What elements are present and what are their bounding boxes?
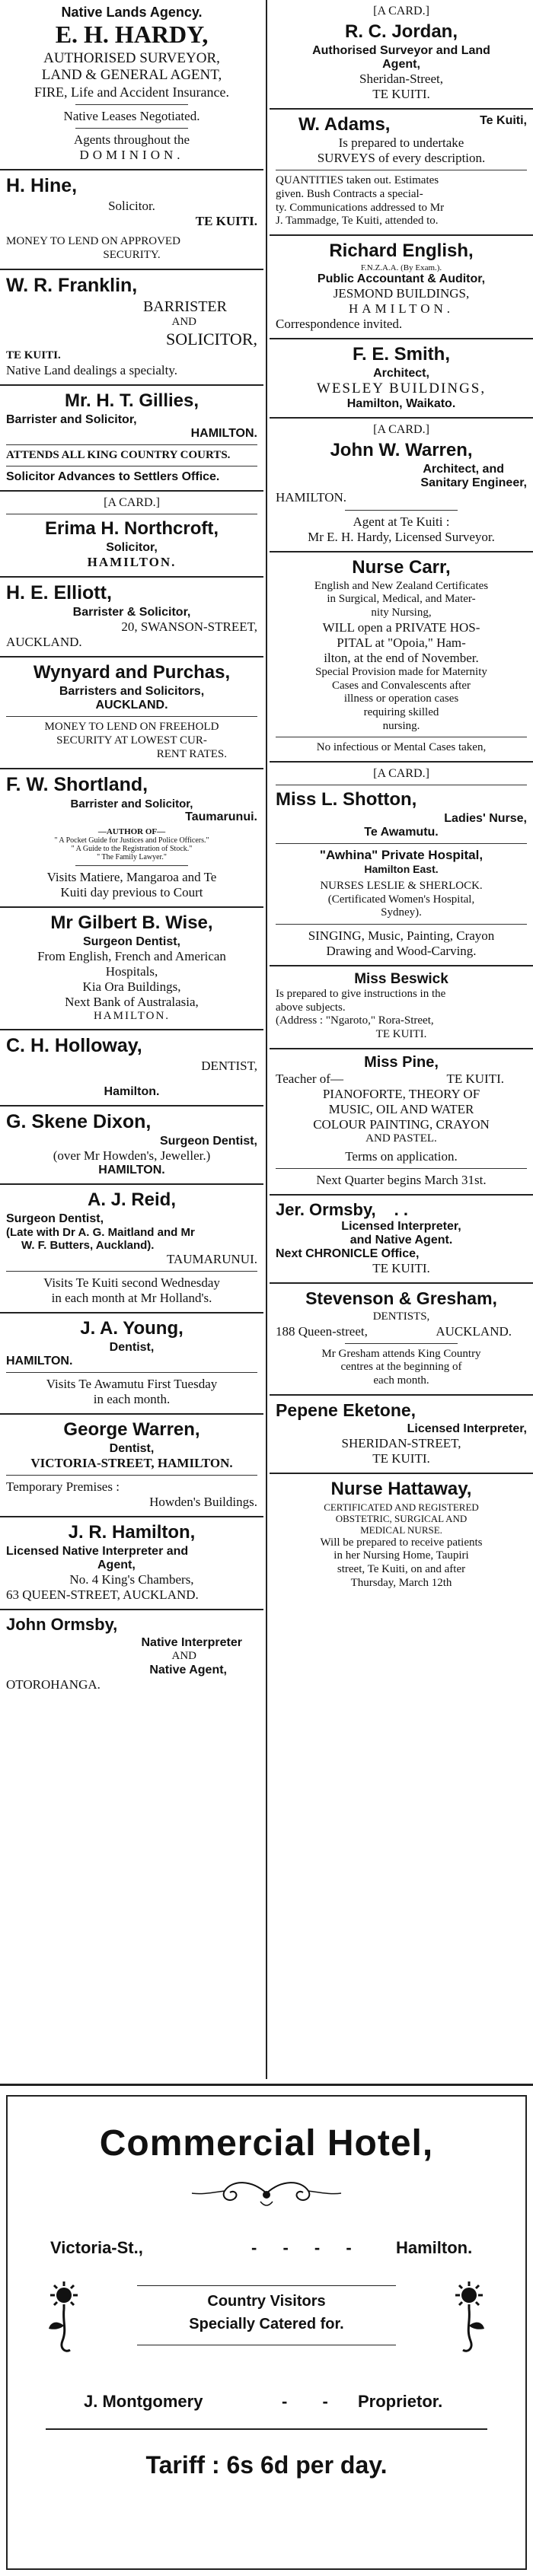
- ad-text: (over Mr Howden's, Jeweller.): [53, 1148, 211, 1163]
- ad-text: Authorised Surveyor and Land: [312, 44, 490, 57]
- ad-text: OTOROHANGA.: [6, 1676, 101, 1692]
- ad-text: 188 Queen-street,: [276, 1323, 368, 1339]
- ad-text: Public Accountant & Auditor,: [317, 272, 486, 285]
- card-label: [A CARD.]: [373, 5, 429, 18]
- ad-text: HAMILTON.: [276, 490, 347, 505]
- ad-text: Solicitor Advances to Settlers Office.: [6, 470, 220, 484]
- divider: [6, 716, 257, 717]
- ad-text: Visits Te Awamutu First Tuesday: [46, 1376, 218, 1391]
- ad-gillies: [0, 386, 263, 492]
- ad-text: WESLEY BUILDINGS,: [316, 381, 487, 397]
- ad-text: F.N.Z.A.A. (By Exam.).: [360, 263, 442, 272]
- ad-text: MONEY TO LEND ON APPROVED: [6, 235, 180, 248]
- ad-text: " The Family Lawyer.": [97, 852, 167, 861]
- ad-text: DENTIST,: [201, 1059, 257, 1074]
- ad-text: Terms on application.: [345, 1148, 458, 1164]
- ad-text: Cases and Convalescents after: [331, 679, 471, 692]
- ad-text: Sanitary Engineer,: [420, 476, 527, 490]
- ad-text: nursing.: [382, 719, 420, 732]
- column-divider: [266, 0, 267, 2079]
- ad-name: G. Skene Dixon,: [6, 1110, 152, 1132]
- ad-text: Kia Ora Buildings,: [82, 979, 181, 994]
- ad-text: Barrister & Solicitor,: [72, 606, 191, 619]
- ad-text: HAMILTON.: [93, 1009, 171, 1022]
- ad-holloway: [0, 1030, 263, 1106]
- ad-name: George Warren,: [63, 1419, 200, 1440]
- ad-text: QUANTITIES taken out. Estimates: [276, 174, 439, 187]
- ad-name: J. A. Young,: [80, 1317, 184, 1339]
- ad-text: Native Agent,: [149, 1663, 227, 1676]
- ad-text: 63 QUEEN-STREET, AUCKLAND.: [6, 1587, 199, 1602]
- ad-name: Jer. Ormsby,: [276, 1199, 376, 1219]
- ad-text: TE KUITI.: [195, 214, 257, 229]
- ad-text: Surgeon Dentist,: [159, 1134, 257, 1148]
- ad-text: Hamilton, Waikato.: [346, 397, 456, 411]
- divider: [6, 1475, 257, 1476]
- ad-text: TE KUITI.: [375, 1028, 427, 1041]
- ad-text: HAMILTON.: [98, 1163, 165, 1177]
- ad-text: requiring skilled: [363, 705, 439, 718]
- ad-text: "Awhina" Private Hospital,: [319, 847, 484, 862]
- hotel-town: Hamilton.: [396, 2238, 473, 2257]
- ad-text: SECURITY AT LOWEST CUR-: [56, 734, 207, 747]
- ad-text: AND: [171, 316, 196, 329]
- ad-name: R. C. Jordan,: [344, 21, 458, 42]
- ad-john-ormsby: [0, 1610, 263, 1699]
- ad-text: centres at the beginning of: [340, 1361, 462, 1374]
- ad-name: J. R. Hamilton,: [68, 1521, 196, 1543]
- ad-elliott: [0, 578, 263, 658]
- ad-text: J. Tammadge, Te Kuiti, attended to.: [276, 215, 439, 228]
- ad-name: John W. Warren,: [330, 440, 473, 461]
- ad-text: No infectious or Mental Cases taken,: [316, 741, 487, 754]
- ad-wise: [0, 908, 263, 1031]
- ad-text: TE KUITI.: [372, 1260, 430, 1275]
- ad-text: nity Nursing,: [371, 607, 432, 619]
- ad-text: Solicitor,: [106, 541, 158, 555]
- ad-nurse-hattaway: [270, 1474, 533, 1597]
- ad-text: Mr E. H. Hardy, Licensed Surveyor.: [308, 529, 495, 544]
- ad-reid: [0, 1185, 263, 1313]
- ad-text: English and New Zealand Certificates: [314, 579, 489, 592]
- ad-text: MONEY TO LEND ON FREEHOLD: [44, 721, 219, 734]
- ad-jr-hamilton: [0, 1517, 263, 1610]
- ad-name: W. Adams,: [298, 114, 391, 135]
- ad-eketone: [270, 1396, 533, 1474]
- ad-text: ty. Communications addressed to Mr: [276, 201, 445, 214]
- ad-text: Next CHRONICLE Office,: [276, 1247, 420, 1260]
- ad-text: Sydney).: [381, 906, 422, 919]
- ad-text: (Late with Dr A. G. Maitland and Mr: [6, 1225, 195, 1239]
- ad-john-warren: [270, 419, 533, 552]
- ad-text: Hospitals,: [105, 963, 158, 979]
- ad-text: . .: [394, 1199, 409, 1219]
- ad-shotton: [270, 763, 533, 966]
- ad-text: Surgeon Dentist,: [6, 1212, 104, 1225]
- ad-english: [270, 236, 533, 339]
- ad-text: —AUTHOR OF—: [97, 826, 166, 836]
- ad-text: HAMILTON.: [348, 301, 455, 316]
- ad-name: Stevenson & Gresham,: [305, 1288, 497, 1308]
- divider: [345, 510, 458, 511]
- ad-text: HAMILTON.: [87, 555, 177, 570]
- ad-text: in each month.: [93, 1391, 171, 1406]
- ad-text: Temporary Premises :: [6, 1479, 120, 1494]
- ad-name: John Ormsby,: [6, 1615, 118, 1635]
- sunflower-ornament-icon: [448, 2280, 490, 2356]
- ad-text: RENT RATES.: [156, 747, 227, 760]
- hotel-owner: J. Montgomery: [84, 2392, 203, 2411]
- ad-pine: [270, 1049, 533, 1196]
- ad-beswick: [270, 966, 533, 1049]
- ad-text: AUCKLAND.: [436, 1323, 512, 1339]
- ad-name: Miss Beswick: [354, 971, 448, 988]
- ad-george-warren: [0, 1415, 263, 1517]
- ad-text: MEDICAL NURSE.: [360, 1524, 442, 1536]
- ad-text: above subjects.: [276, 1001, 346, 1014]
- ornament-flourish-icon: [190, 2176, 343, 2211]
- ad-text: WILL open a PRIVATE HOS-: [322, 619, 480, 635]
- ad-text: COLOUR PAINTING, CRAYON: [313, 1117, 490, 1132]
- hotel-tariff: Tariff : 6s 6d per day.: [145, 2451, 388, 2479]
- ad-text: Barristers and Solicitors,: [59, 685, 205, 699]
- ad-text: Licensed Native Interpreter and: [6, 1544, 189, 1558]
- ad-name: A. J. Reid,: [87, 1189, 177, 1210]
- ad-text: Te Kuiti,: [480, 114, 527, 128]
- hotel-visitors-line: Specially Catered for.: [189, 2316, 344, 2332]
- ad-text: Is prepared to undertake: [338, 135, 464, 151]
- ad-text: Visits Te Kuiti second Wednesday: [43, 1275, 220, 1290]
- ad-text: AND: [171, 1650, 196, 1663]
- ad-text: HAMILTON.: [6, 1354, 73, 1368]
- ad-text: illness or operation cases: [343, 693, 459, 705]
- ad-text: NURSES LESLIE & SHERLOCK.: [320, 879, 483, 892]
- ad-text: Is prepared to give instructions in the: [276, 988, 446, 1001]
- ad-text: SHERIDAN-STREET,: [341, 1435, 461, 1450]
- ad-text: in her Nursing Home, Taupiri: [334, 1549, 469, 1562]
- ad-text: AUCKLAND.: [95, 699, 168, 712]
- ad-dixon: [0, 1107, 263, 1185]
- ad-text: TE KUITI.: [446, 1071, 504, 1086]
- hotel-street: Victoria-St.,: [50, 2238, 143, 2257]
- card-label: [A CARD.]: [373, 423, 429, 437]
- card-label: [A CARD.]: [104, 496, 160, 510]
- ad-text: From English, French and American: [37, 948, 226, 963]
- ad-native-lands-agency: [0, 0, 263, 170]
- ad-text: (Certificated Women's Hospital,: [327, 893, 475, 906]
- hotel-visitors-line: Country Visitors: [207, 2293, 326, 2310]
- ad-jordan: [270, 0, 533, 110]
- ad-name: Richard English,: [329, 240, 474, 261]
- ad-text: TE KUITI.: [372, 87, 430, 102]
- left-column: [0, 0, 263, 1699]
- ad-text: Taumarunui.: [185, 810, 257, 823]
- divider: [276, 843, 527, 844]
- ad-text: CERTIFICATED AND REGISTERED: [324, 1501, 479, 1513]
- ad-text: Solicitor.: [108, 199, 155, 214]
- ad-jer-ormsby: [270, 1196, 533, 1284]
- ad-text: AUCKLAND.: [6, 635, 82, 650]
- ad-text: PITAL at "Opoia," Ham-: [337, 635, 466, 650]
- ad-text: DENTISTS,: [372, 1310, 430, 1323]
- ad-text: 20, SWANSON-STREET,: [121, 619, 257, 635]
- card-label: [A CARD.]: [373, 766, 429, 780]
- ad-text: Howden's Buildings.: [149, 1494, 257, 1509]
- ad-text: PIANOFORTE, THEORY OF: [322, 1086, 480, 1101]
- ad-text: and Native Agent.: [349, 1233, 453, 1247]
- ad-text: " A Guide to the Registration of Stock.": [71, 844, 193, 853]
- ad-name: Mr. H. T. Gillies,: [64, 390, 199, 411]
- ad-text: LAND & GENERAL AGENT,: [41, 67, 222, 84]
- ad-text: AUTHORISED SURVEYOR,: [43, 50, 220, 66]
- divider: [6, 444, 257, 445]
- ad-text: Next Bank of Australasia,: [65, 994, 199, 1009]
- ad-text: Mr Gresham attends King Country: [321, 1347, 481, 1360]
- ad-text: JESMOND BUILDINGS,: [333, 285, 470, 301]
- ad-stevenson-gresham: [270, 1284, 533, 1396]
- ad-text: No. 4 King's Chambers,: [69, 1571, 194, 1587]
- ad-northcroft: [0, 492, 263, 578]
- ad-hine: [0, 170, 263, 269]
- ad-name: F. W. Shortland,: [6, 773, 148, 795]
- ad-text: Visits Matiere, Mangaroa and Te: [46, 869, 217, 884]
- ad-text: Dentist,: [109, 1340, 155, 1354]
- ad-text: Architect, and: [423, 463, 504, 476]
- sunflower-ornament-icon: [43, 2280, 85, 2356]
- ad-text: Licensed Interpreter,: [341, 1219, 461, 1233]
- ad-text: AND PASTEL.: [365, 1132, 437, 1145]
- ad-text: BARRISTER: [142, 298, 227, 315]
- ad-heading: Native Lands Agency.: [61, 5, 203, 20]
- ad-name: Miss L. Shotton,: [276, 788, 417, 810]
- ad-name: Nurse Carr,: [352, 556, 451, 578]
- ad-text: Dentist,: [109, 1441, 155, 1455]
- divider: [6, 1372, 257, 1373]
- ad-text: ATTENDS ALL KING COUNTRY COURTS.: [6, 448, 231, 461]
- ad-text: SURVEYS of every description.: [317, 151, 486, 166]
- ad-text: Barrister and Solicitor,: [70, 797, 193, 810]
- ad-text: street, Te Kuiti, on and after: [337, 1563, 466, 1576]
- ad-text: Agent,: [382, 58, 420, 71]
- ad-text: Native Leases Negotiated.: [63, 109, 200, 124]
- ad-commercial-hotel: [0, 2084, 533, 2576]
- ad-franklin: [0, 270, 263, 386]
- ad-text: in each month at Mr Holland's.: [51, 1290, 212, 1305]
- ad-text: Thursday, March 12th: [350, 1576, 452, 1589]
- ad-wynyard: [0, 658, 263, 769]
- ad-text: TAUMARUNUI.: [166, 1251, 257, 1266]
- right-column: [270, 0, 533, 1597]
- divider: [75, 865, 189, 866]
- ad-text: HAMILTON.: [190, 426, 257, 440]
- ad-text: Correspondence invited.: [276, 317, 403, 332]
- hotel-proprietor-label: Proprietor.: [358, 2392, 443, 2411]
- ad-name: Nurse Hattaway,: [330, 1478, 472, 1499]
- ad-text: W. F. Butters, Auckland).: [21, 1238, 155, 1252]
- ad-text: TE KUITI.: [6, 349, 61, 361]
- ad-text: Will be prepared to receive patients: [320, 1536, 483, 1549]
- ad-name: Pepene Eketone,: [276, 1399, 417, 1420]
- ad-name: C. H. Holloway,: [6, 1035, 142, 1057]
- ad-name: Mr Gilbert B. Wise,: [50, 912, 213, 933]
- ad-text: Next Quarter begins March 31st.: [316, 1172, 487, 1187]
- ad-text: DOMINION.: [79, 148, 184, 163]
- ad-text: FIRE, Life and Accident Insurance.: [34, 84, 229, 100]
- ad-text: ilton, at the end of November.: [324, 650, 479, 665]
- ad-name: E. H. HARDY,: [55, 21, 209, 48]
- ad-name: H. E. Elliott,: [6, 582, 112, 604]
- ad-text: Agent,: [97, 1558, 136, 1571]
- divider: [6, 1271, 257, 1272]
- ad-name: Wynyard and Purchas,: [33, 662, 231, 683]
- ad-text: each month.: [373, 1374, 429, 1387]
- ad-text: Teacher of—: [276, 1071, 343, 1086]
- ad-text: MUSIC, OIL AND WATER: [328, 1101, 474, 1116]
- divider: [276, 1168, 527, 1169]
- ad-text: (Address : "Ngaroto," Rora-Street,: [276, 1014, 434, 1027]
- ad-text: Architect,: [373, 367, 429, 381]
- ad-text: in Surgical, Medical, and Mater-: [327, 593, 476, 606]
- ad-name: H. Hine,: [6, 175, 78, 197]
- divider: [137, 2285, 396, 2286]
- ad-text: Agents throughout the: [73, 132, 190, 148]
- ad-name: Erima H. Northcroft,: [44, 518, 219, 540]
- ad-text: SOLICITOR,: [166, 329, 257, 349]
- hotel-title: Commercial Hotel,: [99, 2123, 434, 2164]
- ad-young: [0, 1313, 263, 1415]
- ad-text: given. Bush Contracts a special-: [276, 187, 423, 200]
- ad-text: Te Awamutu.: [364, 825, 439, 839]
- ad-text: Surgeon Dentist,: [82, 935, 180, 948]
- ad-nurse-carr: [270, 552, 533, 763]
- divider: [276, 924, 527, 925]
- ad-text: Sheridan-Street,: [359, 72, 443, 86]
- divider: [46, 2428, 487, 2430]
- divider: [345, 1343, 458, 1344]
- ad-text: Special Provision made for Maternity: [315, 665, 487, 678]
- ad-text: VICTORIA-STREET, HAMILTON.: [30, 1455, 233, 1470]
- ad-text: Kuiti day previous to Court: [60, 884, 203, 900]
- ad-text: " A Pocket Guide for Justices and Police Officers.": [54, 836, 209, 845]
- ad-text: Hamilton East.: [364, 862, 439, 875]
- hotel-dashes: - - - -: [251, 2238, 362, 2257]
- ad-text: Native Land dealings a specialty.: [6, 362, 178, 377]
- hotel-dashes: - -: [282, 2392, 343, 2411]
- ad-name: Miss Pine,: [364, 1053, 439, 1071]
- ad-text: TE KUITI.: [372, 1450, 430, 1466]
- ad-text: Ladies' Nurse,: [444, 811, 527, 825]
- divider: [75, 104, 189, 105]
- ad-shortland: [0, 769, 263, 908]
- ad-text: Agent at Te Kuiti :: [353, 514, 450, 529]
- ad-text: Drawing and Wood-Carving.: [326, 944, 477, 959]
- ad-name: W. R. Franklin,: [6, 274, 138, 296]
- ad-text: SINGING, Music, Painting, Crayon: [308, 928, 495, 944]
- ad-text: Native Interpreter: [141, 1636, 242, 1650]
- ad-text: Barrister and Solicitor,: [6, 412, 137, 426]
- ad-name: F. E. Smith,: [352, 344, 450, 365]
- ad-text: Hamilton.: [104, 1084, 160, 1098]
- ad-adams: [270, 110, 533, 236]
- ad-text: OBSTETRIC, SURGICAL AND: [335, 1513, 468, 1525]
- divider: [75, 128, 189, 129]
- ad-smith: [270, 339, 533, 419]
- ad-text: Licensed Interpreter,: [407, 1422, 527, 1435]
- ad-text: SECURITY.: [103, 248, 161, 261]
